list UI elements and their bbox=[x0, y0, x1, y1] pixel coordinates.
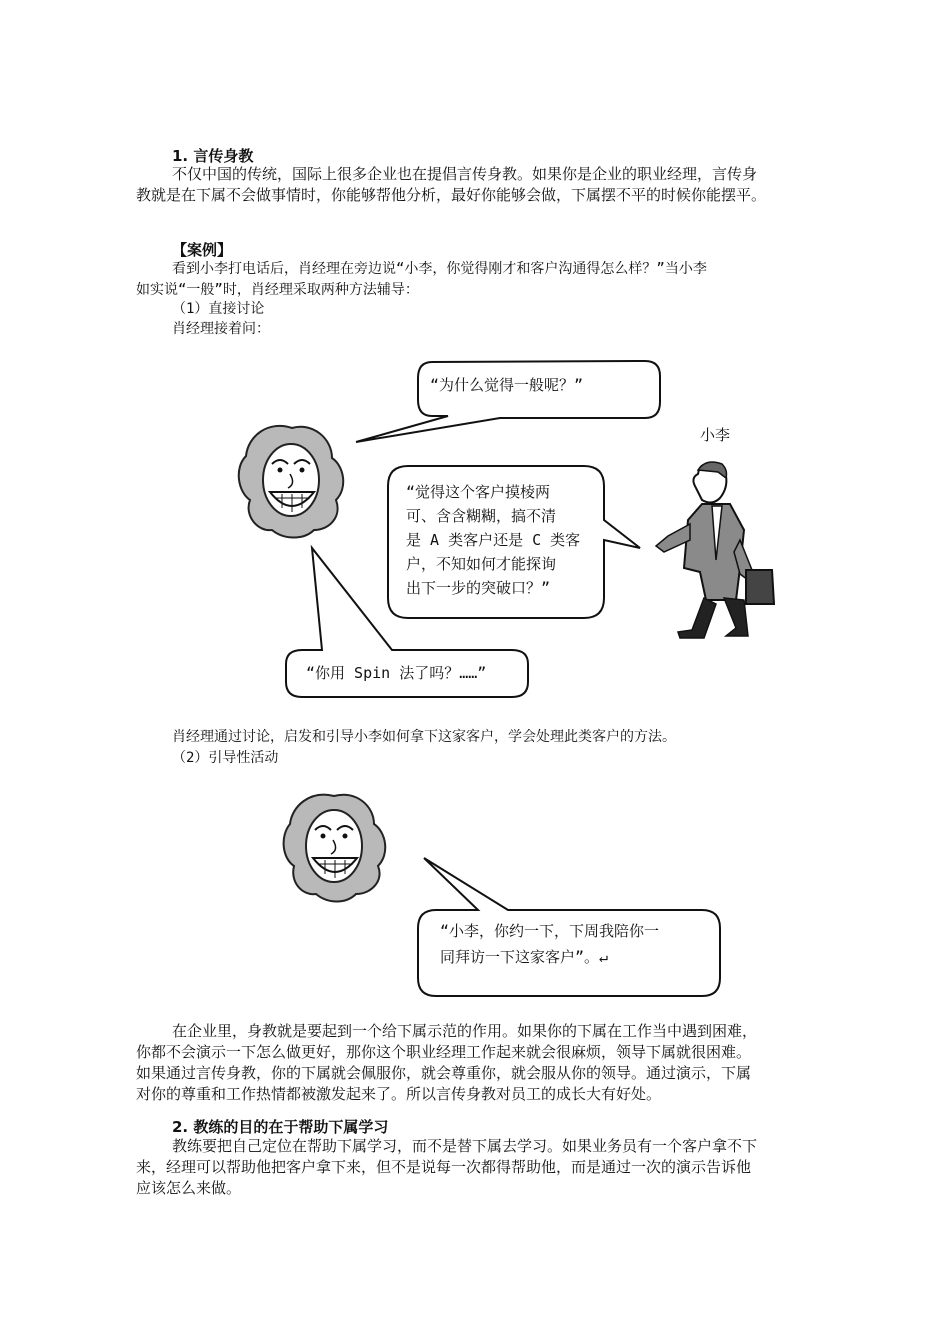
closing-line-3: 如果通过言传身教，你的下属就会佩服你，就会尊重你，就会服从你的领导。通过演示，下属 bbox=[136, 1064, 752, 1082]
case-title: 【案例】 bbox=[172, 241, 233, 259]
section-1-line-2: 教就是在下属不会做事情时，你能够帮他分析，最好你能够会做，下属摆不平的时候你能摆平。 bbox=[136, 186, 767, 204]
xiaoli-label: 小李 bbox=[700, 426, 731, 444]
section-1-line-1: 不仅中国的传统，国际上很多企业也在提倡言传身教。如果你是企业的职业经理，言传身 bbox=[172, 165, 758, 183]
closing-line-2: 你都不会演示一下怎么做更好，那你这个职业经理工作起来就会很麻烦，领导下属就很困难。 bbox=[136, 1043, 752, 1061]
reply-bubble-line-3: 是 A 类客户还是 C 类客 bbox=[406, 531, 581, 549]
question-bubble-text: “为什么觉得一般呢？” bbox=[430, 376, 584, 394]
manager-avatar-2 bbox=[284, 795, 386, 902]
reply-bubble-line-2: 可、含含糊糊，搞不清 bbox=[406, 507, 557, 525]
section-2-line-1: 教练要把自己定位在帮助下属学习，而不是替下属去学习。如果业务员有一个客户拿不下 bbox=[172, 1137, 758, 1155]
manager-avatar-1 bbox=[239, 426, 343, 538]
method-1-intro: 肖经理接着问： bbox=[172, 321, 270, 337]
method-2-label: （2）引导性活动 bbox=[172, 750, 279, 766]
section-2-heading: 2. 教练的目的在于帮助下属学习 bbox=[172, 1118, 389, 1136]
reply-bubble-line-4: 户，不知如何才能探询 bbox=[406, 555, 557, 573]
case-line-2: 如实说“一般”时，肖经理采取两种方法辅导： bbox=[136, 282, 419, 298]
closing-line-4: 对你的尊重和工作热情都被激发起来了。所以言传身教对员工的成长大有好处。 bbox=[136, 1085, 662, 1103]
section-1-heading: 1. 言传身教 bbox=[172, 147, 254, 165]
xiaoli-figure bbox=[656, 462, 774, 638]
section-2-line-3: 应该怎么来做。 bbox=[136, 1179, 242, 1197]
reply-bubble-line-5: 出下一步的突破口？” bbox=[406, 579, 551, 597]
closing-line-1: 在企业里，身教就是要起到一个给下属示范的作用。如果你的下属在工作当中遇到困难， bbox=[172, 1022, 758, 1040]
invite-bubble-line-1: “小李，你约一下，下周我陪你一 bbox=[440, 922, 660, 940]
after-discussion-text: 肖经理通过讨论，启发和引导小李如何拿下这家客户，学会处理此类客户的方法。 bbox=[172, 729, 676, 745]
section-2-line-2: 来，经理可以帮助他把客户拿下来，但不是说每一次都得帮助他，而是通过一次的演示告诉他 bbox=[136, 1158, 752, 1176]
method-1-label: （1）直接讨论 bbox=[172, 301, 265, 317]
spin-bubble-text: “你用 Spin 法了吗？……” bbox=[306, 664, 487, 682]
invite-bubble-line-2: 同拜访一下这家客户”。↵ bbox=[440, 948, 609, 966]
reply-bubble-line-1: “觉得这个客户摸棱两 bbox=[406, 483, 551, 501]
case-line-1: 看到小李打电话后，肖经理在旁边说“小李，你觉得刚才和客户沟通得怎么样？”当小李 bbox=[172, 261, 707, 277]
